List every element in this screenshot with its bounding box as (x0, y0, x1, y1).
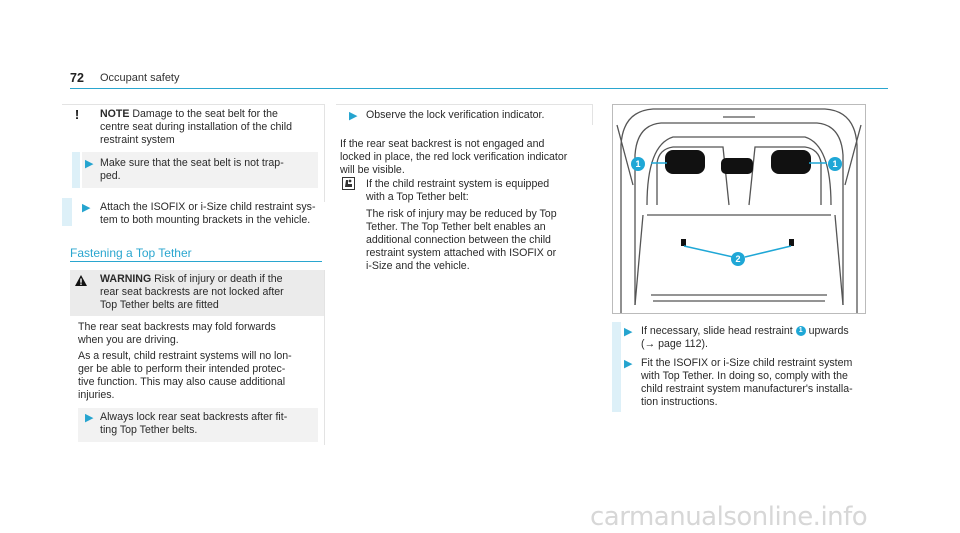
middle-info-4: additional connection between the child (366, 234, 551, 246)
step-arrow-icon: ▶ (85, 412, 94, 424)
callout-badge-1-left: 1 (631, 157, 645, 171)
middle-info-5: restraint system attached with ISOFIX or (366, 247, 557, 259)
header-rule (70, 88, 888, 89)
note-label: NOTE (100, 108, 130, 120)
warning-label: WARNING (100, 273, 152, 285)
warning-step-line2: ting Top Tether belts. (100, 424, 198, 436)
note-line3: restraint system (100, 134, 175, 146)
note-step-line2: ped. (100, 170, 121, 182)
step2-line3: tion instructions. (641, 396, 718, 408)
watermark: carmanualsonline.info (590, 502, 868, 532)
note-line1: Damage to the seat belt for the (132, 108, 278, 120)
child-seat-icon (342, 177, 355, 190)
inline-badge-1: 1 (796, 326, 806, 336)
warning-title (100, 273, 283, 286)
callout-badge-2: 2 (731, 252, 745, 266)
warning-body-3: ger be able to perform their intended protec- (78, 363, 286, 375)
step-arrow-icon: ▶ (624, 358, 633, 370)
note-line2: centre seat during installation of the child (100, 121, 292, 133)
step1-bar (612, 322, 621, 354)
middle-info-1: with a Top Tether belt: (366, 191, 469, 203)
warning-line1: Risk of injury or death if the (154, 273, 283, 285)
section-rule (70, 261, 322, 262)
section-header: Occupant safety (100, 72, 180, 84)
step-arrow-icon: ▶ (624, 326, 633, 338)
warning-step-line1: Always lock rear seat backrests after fit- (100, 411, 288, 423)
exclamation-icon: ! (72, 108, 82, 122)
attach-step-bar (62, 198, 72, 226)
note-text (100, 108, 278, 121)
warning-line2: rear seat backrests are not locked after (100, 286, 284, 298)
middle-para-0: If the rear seat backrest is not engaged and (340, 138, 545, 150)
step-arrow-icon: ▶ (82, 202, 91, 214)
page-number: 72 (70, 71, 84, 85)
middle-info-6: i-Size and the vehicle. (366, 260, 470, 272)
middle-info-0: If the child restraint system is equipped (366, 178, 550, 190)
warning-triangle-icon (74, 274, 88, 287)
attach-line2: tem to both mounting brackets in the vehicle. (100, 214, 311, 226)
middle-para-1: locked in place, the red lock verification indicator (340, 151, 568, 163)
step1-text-a: If necessary, slide head restraint (641, 325, 793, 337)
step1-page-link[interactable]: (→ page 112). (641, 338, 708, 350)
step-arrow-icon: ▶ (349, 110, 358, 122)
warning-body-5: injuries. (78, 389, 115, 401)
section-title: Fastening a Top Tether (70, 246, 192, 260)
step2-line2: child restraint system manufacturer's installa- (641, 383, 853, 395)
step2-line0: Fit the ISOFIX or i-Size child restraint system (641, 357, 853, 369)
warning-line3: Top Tether belts are fitted (100, 299, 219, 311)
callout-badge-1-right: 1 (828, 157, 842, 171)
warning-body-0: The rear seat backrests may fold forwards (78, 321, 276, 333)
warning-body-2: As a result, child restraint systems will no lon- (78, 350, 292, 362)
warning-body-4: tive function. This may also cause additional (78, 376, 286, 388)
step-arrow-icon: ▶ (85, 158, 94, 170)
step2-line1: with Top Tether. In doing so, comply with the (641, 370, 848, 382)
step1-text-b: upwards (808, 325, 849, 337)
middle-info-3: Tether. The Top Tether belt enables an (366, 221, 546, 233)
warning-body-1: when you are driving. (78, 334, 179, 346)
note-step-bar (72, 152, 80, 188)
trunk-drawing (613, 105, 865, 313)
step1-line1 (641, 325, 849, 338)
middle-info-2: The risk of injury may be reduced by Top (366, 208, 557, 220)
note-step-line1: Make sure that the seat belt is not trap- (100, 157, 284, 169)
middle-para-2: will be visible. (340, 164, 405, 176)
trunk-illustration (612, 104, 866, 314)
step2-bar (612, 354, 621, 412)
attach-line1: Attach the ISOFIX or i-Size child restraint sys- (100, 201, 316, 213)
observe-text: Observe the lock verification indicator. (366, 109, 545, 121)
